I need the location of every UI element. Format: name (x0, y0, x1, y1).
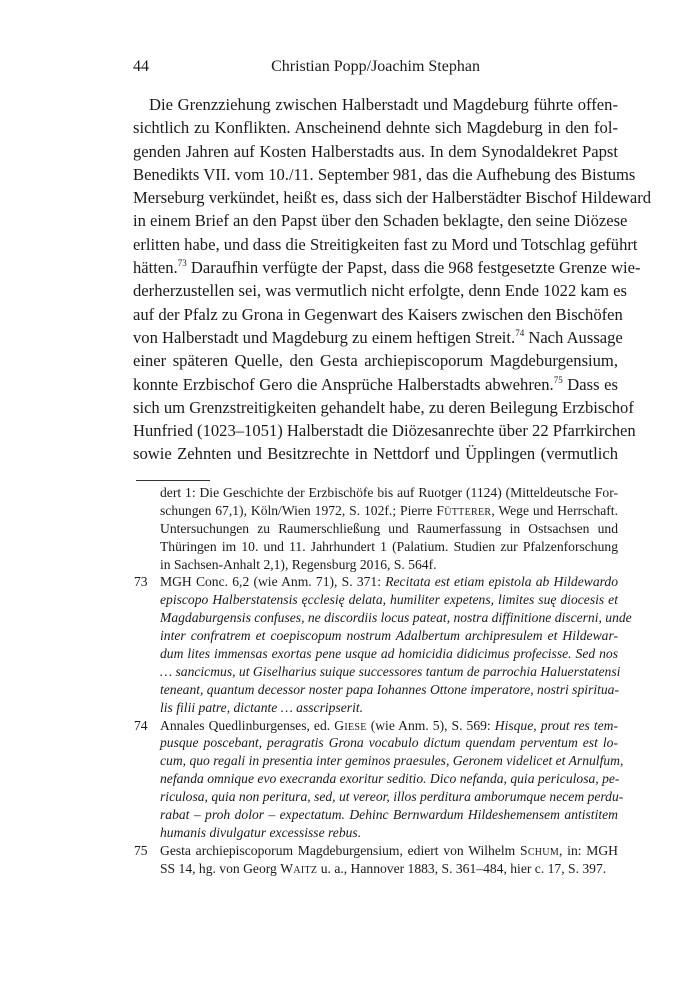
body-line: Merseburg verkündet, heißt es, dass sich der Halberstädter Bischof Hildeward (133, 188, 652, 208)
footnote-text: , Wege und Herrschaft. (491, 502, 618, 518)
footnote-ref-75[interactable]: 75 (553, 374, 563, 385)
author-name: Giese (334, 717, 367, 733)
body-line (133, 256, 641, 279)
latin-quote-line: … sancicmus, ut Giselharius suique successores tantum de parrochia Haluerstatensi (160, 663, 621, 679)
footnote-line (160, 860, 618, 878)
footnote-text: MGH Conc. 6,2 (wie Anm. 71), S. 371: (160, 574, 386, 590)
latin-quote-line: riculosa, quia non peritura, sed, ut vereor, illos perditura amborumque necem perdu- (160, 789, 624, 805)
footnote-ref-73[interactable]: 73 (177, 258, 187, 269)
footnote-number: 73 (134, 574, 148, 590)
body-line: auf der Pfalz zu Grona in Gegenwart des Kaisers zwischen den Bischöfen (133, 304, 623, 324)
footnote-number: 74 (134, 717, 148, 733)
body-text-segment: von Halberstadt und Magdeburg zu einem heftigen Streit. (133, 327, 516, 347)
footnote-line: dert 1: Die Geschichte der Erzbischöfe bis auf Ruotger (1124) (Mitteldeutsche For- (160, 485, 618, 500)
body-text-segment: Nach Aussage (524, 327, 623, 347)
footnote-line (160, 573, 618, 591)
body-line (133, 326, 623, 349)
latin-quote: Hisque, prout res tem- (494, 717, 619, 733)
latin-quote-line: lis filii patre, dictante … asscripserit. (160, 699, 364, 715)
latin-quote-line: teneant, quantum decessor noster papa Iohannes Ottone imperatore, nostri spiritua- (160, 681, 620, 697)
book-page (133, 0, 652, 988)
footnote-line (160, 717, 618, 735)
footnote-text: u. a., Hannover 1883, S. 361–484, hier c. 17, S. 397. (317, 860, 607, 876)
footnote-line: in Sachsen-Anhalt 2,1), Regensburg 2016, S. 564f. (160, 556, 437, 572)
footnote-line: Untersuchungen zu Raumerschließung und Raumerfassung in Ostsachsen und (160, 520, 618, 536)
footnote-text: schungen 67,1), Köln/Wien 1972, S. 102f.; Pierre (160, 502, 437, 518)
latin-quote-line: nefanda omnique evo execranda exoritur seditio. Dico nefanda, quia periculosa, pe- (160, 771, 620, 787)
body-line: sich um Grenzstreitigkeiten gehandelt habe, zu deren Beilegung Erzbischof (133, 397, 634, 417)
body-line: derherzustellen sei, was vermutlich nicht erfolgte, denn Ende 1022 kam es (133, 281, 627, 301)
footnote-75 (133, 842, 618, 878)
running-head (133, 56, 618, 78)
footnote-74 (133, 717, 624, 842)
latin-quote: Recitata est etiam epistola ab Hildewardo (385, 574, 619, 590)
footnote-line (160, 502, 618, 520)
footnote-ref-74[interactable]: 74 (515, 327, 525, 338)
footnote-text: Annales Quedlinburgenses, ed. (160, 717, 335, 733)
body-line (133, 373, 618, 396)
body-text-segment: Dass es (562, 374, 618, 394)
footnote-text: Gesta archiepiscoporum Magdeburgensium, ediert von Wilhelm (160, 842, 520, 858)
body-line: Die Grenzziehung zwischen Halberstadt und Magdeburg führte offen- (149, 95, 618, 114)
footnote-line: Thüringen im 10. und 11. Jahrhundert 1 (Palatium. Studien zur Pfalzenforschung (160, 538, 618, 554)
body-line: genden Jahren auf Kosten Halberstadts aus. In dem Synodaldekret Papst (133, 141, 618, 161)
author-name: Schum (519, 842, 560, 858)
footnotes (133, 484, 632, 878)
footnote-number: 75 (134, 842, 148, 858)
latin-quote-line: Magdaburgensis confuses, ne discordiis locus pateat, nostra diffinitione discerni, unde (160, 610, 632, 626)
latin-quote-line: cum, quo regali in presentia inter geminos praesules, Geronem videlicet et Arnulfum, (160, 753, 624, 769)
latin-quote-line: inter confratrem et coepiscopum nostrum Adalbertum archipresulem et Hildewar- (160, 628, 618, 644)
latin-quote-line: humanis divulgatur excessisse rebus. (160, 824, 362, 840)
body-text-segment: konnte Erzbischof Gero die Ansprüche Halberstadts abwehren. (133, 374, 554, 394)
footnote-text: SS 14, hg. von Georg (160, 860, 281, 876)
page-number: 44 (133, 58, 149, 75)
body-line: sowie Zehnten und Besitzrechte in Nettdorf und Üpplingen (vermutlich (133, 444, 618, 464)
latin-quote-line: rabat – proh dolor – expectatum. Dehinc Bernwardum Hildeshemensem antistitem (160, 807, 618, 823)
body-line: Hunfried (1023–1051) Halberstadt die Diözesanrechte über 22 Pfarrkirchen (133, 421, 636, 441)
body-line: erlitten habe, und dass die Streitigkeiten fast zu Mord und Totschlag geführt (133, 234, 638, 254)
running-title: Christian Popp/Joachim Stephan (271, 58, 480, 75)
latin-quote-line: pusque poscebant, peragratis Grona vocabulo dictum quendam perventum est lo- (160, 735, 618, 751)
body-line: in einem Brief an den Papst über den Schaden beklagte, den seine Diözese (133, 211, 628, 231)
footnote-text: (wie Anm. 5), S. 569: (366, 717, 495, 733)
latin-quote-line: episcopo Halberstatensis ęcclesię delata, humiliter expetens, limites suę diocesis et (160, 592, 618, 608)
footnote-73 (133, 573, 632, 716)
main-paragraph (133, 93, 652, 466)
author-name: Fütterer (436, 502, 492, 518)
footnote-separator (136, 480, 210, 481)
body-line: sichtlich zu Konflikten. Anscheinend dehnte sich Magdeburg in den fol- (133, 118, 618, 138)
body-text-segment: hätten. (133, 258, 178, 278)
author-name: Waitz (280, 860, 318, 876)
body-line: einer späteren Quelle, den Gesta archiepiscoporum Magdeburgensium, (133, 351, 618, 371)
footnote-text: , in: MGH (559, 842, 618, 858)
footnote-line (160, 842, 618, 860)
body-text-segment: Daraufhin verfügte der Papst, dass die 968 festgesetzte Grenze wie- (186, 258, 641, 278)
latin-quote-line: dum lites immensas exortas pene usque ad homicidia didicimus profecisse. Sed nos (160, 646, 618, 662)
footnote-continuation (133, 484, 618, 573)
body-line: Benedikts VII. vom 10./11. September 981, das die Aufhebung des Bistums (133, 164, 636, 184)
